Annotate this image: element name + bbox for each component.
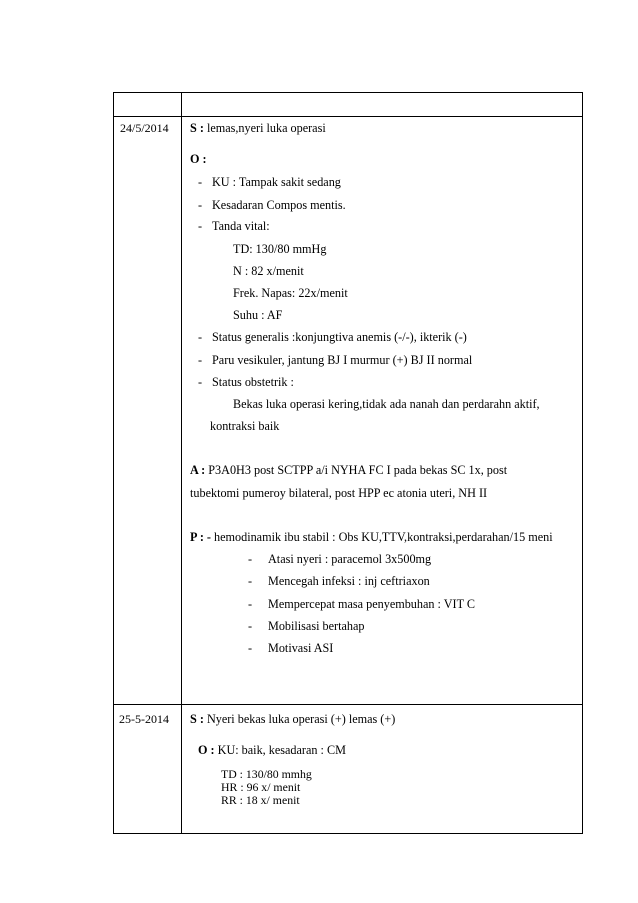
- objective-item: Kesadaran Compos mentis.: [212, 198, 346, 212]
- table-border-row: [113, 704, 583, 705]
- entry-date: 24/5/2014: [120, 121, 169, 135]
- list-dash: -: [248, 641, 253, 655]
- assessment-line: tubektomi pumeroy bilateral, post HPP ec atonia uteri, NH II: [190, 486, 488, 500]
- subjective-line: S : lemas,nyeri luka operasi: [190, 121, 326, 135]
- assessment-line: A : P3A0H3 post SCTPP a/i NYHA FC I pada bekas SC 1x, post: [190, 463, 508, 477]
- vital-sign: HR : 96 x/ menit: [221, 780, 301, 794]
- plan-item: Motivasi ASI: [268, 641, 334, 655]
- vital-sign: Suhu : AF: [233, 308, 283, 322]
- vital-sign: TD: 130/80 mmHg: [233, 242, 327, 256]
- obstetrik-detail: Bekas luka operasi kering,tidak ada nanah dan perdarahn aktif,: [233, 397, 540, 411]
- vital-sign: TD : 130/80 mmhg: [221, 767, 312, 781]
- entry-date: 25-5-2014: [119, 712, 169, 726]
- table-border-header: [113, 116, 583, 117]
- plan-item: Mempercepat masa penyembuhan : VIT C: [268, 597, 476, 611]
- objective-item: Tanda vital:: [212, 219, 270, 233]
- objective-item: KU : Tampak sakit sedang: [212, 175, 341, 189]
- table-border-bottom: [113, 833, 583, 834]
- list-dash: -: [198, 175, 203, 189]
- plan-item: Mobilisasi bertahap: [268, 619, 365, 633]
- objective-item: Paru vesikuler, jantung BJ I murmur (+) BJ II normal: [212, 353, 473, 367]
- table-border-top: [113, 92, 583, 93]
- obstetrik-detail: kontraksi baik: [210, 419, 280, 433]
- vital-sign: N : 82 x/menit: [233, 264, 304, 278]
- list-dash: -: [248, 597, 253, 611]
- list-dash: -: [198, 198, 203, 212]
- table-border-left: [113, 92, 114, 834]
- list-dash: -: [198, 219, 203, 233]
- list-dash: -: [198, 353, 203, 367]
- vital-sign: RR : 18 x/ menit: [221, 793, 300, 807]
- plan-item: Atasi nyeri : paracemol 3x500mg: [268, 552, 432, 566]
- list-dash: -: [248, 552, 253, 566]
- table-border-divider: [181, 92, 182, 834]
- table-border-right: [582, 92, 583, 834]
- list-dash: -: [198, 375, 203, 389]
- list-dash: -: [248, 619, 253, 633]
- objective-line: O : KU: baik, kesadaran : CM: [198, 743, 346, 757]
- subjective-line: S : Nyeri bekas luka operasi (+) lemas (+): [190, 712, 396, 726]
- plan-item: Mencegah infeksi : inj ceftriaxon: [268, 574, 430, 588]
- objective-item: Status generalis :konjungtiva anemis (-/-), ikterik (-): [212, 330, 467, 344]
- list-dash: -: [198, 330, 203, 344]
- plan-line: P : - hemodinamik ibu stabil : Obs KU,TTV,kontraksi,perdarahan/15 meni: [190, 530, 553, 544]
- objective-item: Status obstetrik :: [212, 375, 294, 389]
- objective-label: O :: [190, 152, 207, 166]
- vital-sign: Frek. Napas: 22x/menit: [233, 286, 348, 300]
- list-dash: -: [248, 574, 253, 588]
